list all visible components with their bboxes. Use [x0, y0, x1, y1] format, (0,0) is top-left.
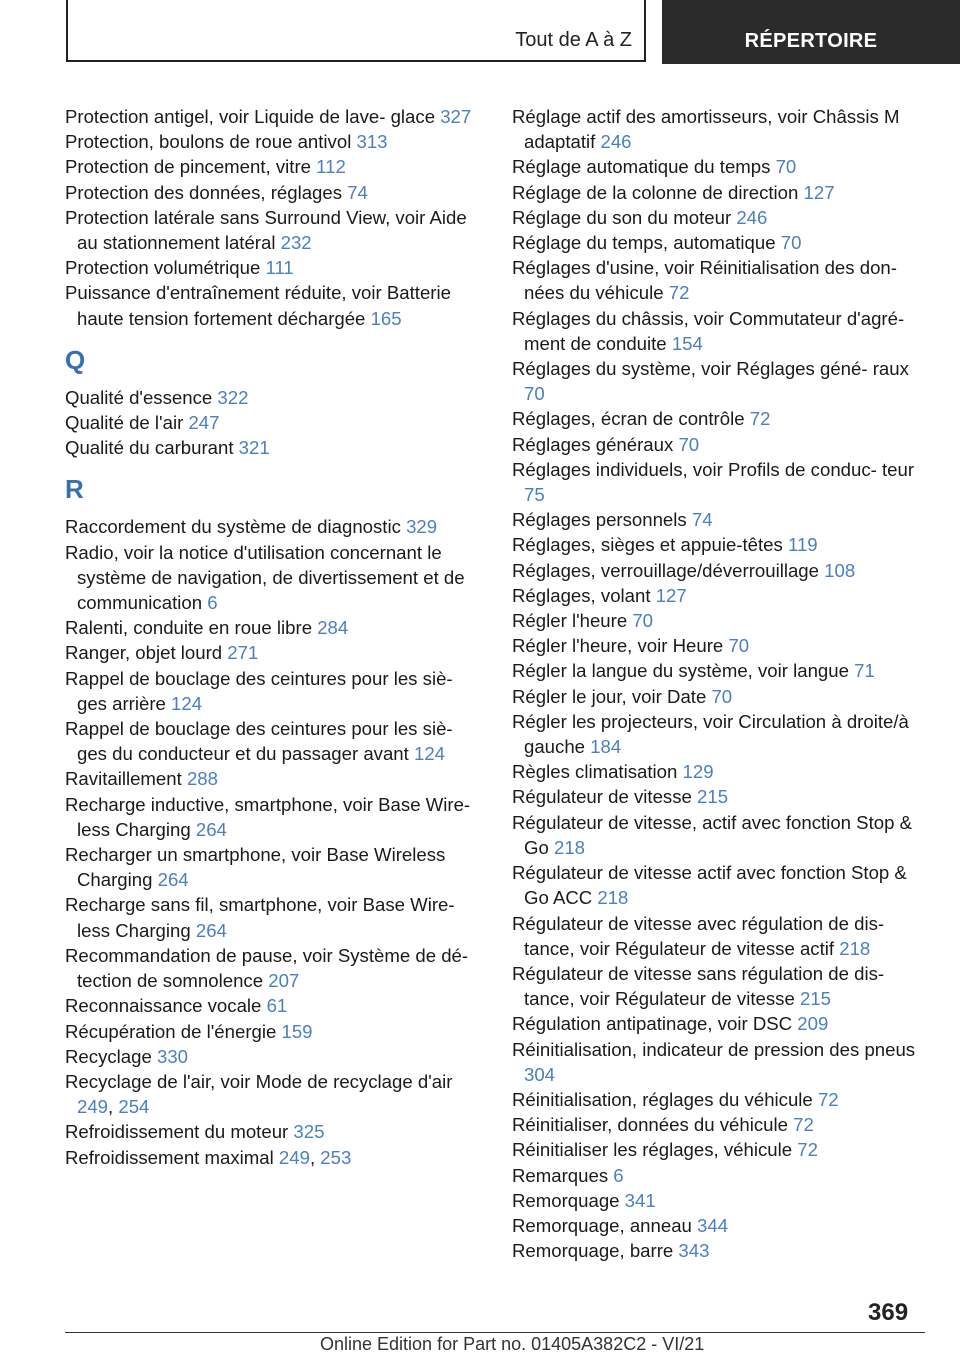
- index-entry-text: Remorquage, barre: [512, 1240, 679, 1262]
- page-reference-link[interactable]: 70: [632, 610, 654, 632]
- page-reference-link[interactable]: 70: [524, 383, 545, 405]
- index-entry: [512, 759, 932, 784]
- index-entry-text: Qualité de l'air: [65, 412, 189, 434]
- page-ref-separator: ,: [108, 1096, 119, 1118]
- page-reference-link[interactable]: 232: [280, 232, 312, 254]
- index-entry-text: Recommandation de pause, voir Système de dé- tection de somnolence: [65, 944, 469, 992]
- index-entry: [512, 784, 932, 809]
- index-entry-text: Règles climatisation: [512, 761, 683, 783]
- page-reference-link[interactable]: 264: [157, 869, 189, 891]
- index-entry-text: Rappel de bouclage des ceintures pour les siè- ges arrière: [65, 667, 453, 714]
- index-entry-text: Recharge inductive, smartphone, voir Base Wire- less Charging: [65, 793, 471, 840]
- index-entry: [512, 1087, 932, 1112]
- index-entry-text: Puissance d'entraînement réduite, voir Batterie haute tension fortement déchargée: [65, 282, 451, 329]
- page-reference-link[interactable]: 341: [624, 1189, 656, 1211]
- index-entry-text: Régulateur de vitesse avec régulation de dis- tance, voir Régulateur de vitesse actif: [512, 912, 885, 959]
- page-reference-link[interactable]: 207: [268, 970, 300, 992]
- page-reference-link[interactable]: 154: [671, 332, 703, 354]
- page-reference-link[interactable]: 249: [278, 1146, 310, 1168]
- index-entry: [65, 1019, 485, 1044]
- page-reference-link[interactable]: 127: [655, 584, 687, 606]
- page-reference-link[interactable]: 119: [787, 534, 818, 556]
- index-entry-text: Protection latérale sans Surround View, voir Aide au stationnement latéral: [65, 206, 467, 254]
- index-entry-text: Régler les projecteurs, voir Circulation à droite/à gauche: [512, 710, 909, 758]
- index-entry: [65, 943, 485, 993]
- index-entry: [512, 1238, 932, 1263]
- index-entry-text: Recyclage de l'air, voir Mode de recyclage d'air: [65, 1070, 453, 1092]
- page-reference-link[interactable]: 271: [227, 642, 259, 664]
- index-entry: [512, 255, 932, 305]
- index-entry-text: Refroidissement maximal: [65, 1146, 279, 1168]
- page-reference-link[interactable]: 72: [793, 1114, 814, 1136]
- page-reference-link[interactable]: 325: [293, 1121, 325, 1143]
- index-entry: [512, 860, 932, 910]
- page-reference-link[interactable]: 124: [171, 692, 203, 714]
- page-reference-link[interactable]: 184: [590, 736, 622, 758]
- page-reference-link[interactable]: 159: [281, 1020, 313, 1042]
- index-column-right: [512, 104, 932, 1263]
- index-entry: [65, 640, 485, 665]
- footer-divider: [65, 1332, 925, 1333]
- index-entry-text: Régulateur de vitesse: [512, 786, 698, 808]
- index-entry: [65, 385, 485, 410]
- index-entry-text: Réinitialiser, données du véhicule: [512, 1114, 794, 1136]
- index-entry: [65, 514, 485, 539]
- page-reference-link[interactable]: 249: [77, 1096, 109, 1118]
- index-entry-text: Régulation antipatinage, voir DSC: [512, 1013, 798, 1035]
- index-entry-text: Réglages, sièges et appuie-têtes: [512, 534, 788, 556]
- index-entry-text: Radio, voir la notice d'utilisation concernant le système de navigation, de divertissement et de communication: [65, 541, 465, 614]
- page-reference-link[interactable]: 215: [799, 988, 831, 1010]
- page-reference-link[interactable]: 313: [356, 131, 388, 153]
- page-reference-link[interactable]: 218: [553, 836, 586, 858]
- index-entry: [65, 716, 485, 766]
- index-entry-text: Protection des données, réglages: [65, 181, 348, 203]
- page-reference-link[interactable]: 246: [600, 131, 632, 153]
- index-entry: [65, 540, 485, 616]
- page-reference-link[interactable]: 264: [195, 919, 227, 941]
- index-entry-text: Protection volumétrique: [65, 257, 266, 279]
- page-reference-link[interactable]: 72: [817, 1088, 839, 1110]
- page-reference-link[interactable]: 6: [613, 1164, 624, 1186]
- index-entry-text: Régulateur de vitesse actif avec fonction Stop & Go ACC: [512, 862, 907, 909]
- page-reference-link[interactable]: 129: [682, 761, 714, 783]
- index-entry: [512, 1112, 932, 1137]
- index-entry-text: Réinitialiser les réglages, véhicule: [512, 1139, 798, 1161]
- index-entry-text: Régulateur de vitesse, actif avec fonction Stop & Go: [512, 811, 912, 858]
- index-entry-text: Réglage du temps, automatique: [512, 232, 781, 254]
- index-entry-text: Remorquage: [512, 1189, 625, 1211]
- page-reference-link[interactable]: 304: [524, 1063, 556, 1085]
- index-entry: [512, 406, 932, 431]
- index-entry-text: Régler l'heure, voir Heure: [512, 635, 729, 657]
- page-reference-link[interactable]: 343: [678, 1240, 710, 1262]
- page-reference-link[interactable]: 288: [186, 768, 218, 790]
- index-entry: [512, 709, 932, 759]
- index-entry-text: Recyclage: [65, 1045, 157, 1067]
- index-entry: [512, 684, 932, 709]
- page-reference-link[interactable]: 70: [780, 232, 802, 254]
- index-entry: [512, 154, 932, 179]
- page-reference-link[interactable]: 71: [854, 660, 875, 682]
- index-entry: [65, 435, 485, 460]
- index-entry: [65, 1119, 485, 1144]
- page-reference-link[interactable]: 75: [524, 484, 545, 506]
- index-entry: [512, 457, 932, 507]
- index-entry-text: Réinitialisation, indicateur de pression des pneus: [512, 1038, 916, 1060]
- index-letter-heading: Q: [65, 344, 86, 375]
- page-reference-link[interactable]: 74: [691, 509, 713, 531]
- index-entry: [512, 507, 932, 532]
- index-entry-text: Réglages individuels, voir Profils de conduc- teur: [512, 458, 915, 480]
- index-entry-text: Régler la langue du système, voir langue: [512, 660, 855, 682]
- page-reference-link[interactable]: 70: [678, 433, 700, 455]
- index-entry-text: Qualité du carburant: [65, 437, 239, 459]
- page-reference-link[interactable]: 108: [824, 559, 856, 581]
- index-entry: [65, 615, 485, 640]
- index-entry: [65, 154, 485, 179]
- page-reference-link[interactable]: 322: [217, 386, 249, 408]
- index-entry-text: Ravitaillement: [65, 768, 187, 790]
- index-entry: [512, 810, 932, 860]
- index-entry-text: Réglages personnels: [512, 509, 692, 531]
- index-entry: [65, 255, 485, 280]
- page-reference-link[interactable]: 330: [156, 1045, 189, 1067]
- index-entry: [512, 1163, 932, 1188]
- index-entry-text: Protection antigel, voir Liquide de lave- glace: [65, 106, 441, 127]
- index-entry: [65, 666, 485, 716]
- index-entry: [65, 129, 485, 154]
- page-reference-link[interactable]: 327: [440, 106, 472, 127]
- footer-edition-note: Online Edition for Part no. 01405A382C2 - VI/21: [320, 1334, 705, 1354]
- page-reference-link[interactable]: 124: [414, 743, 446, 765]
- index-entry: [512, 356, 932, 406]
- page-reference-link[interactable]: 70: [728, 635, 750, 657]
- index-entry: [512, 104, 932, 154]
- header-chapter-label: RÉPERTOIRE: [744, 30, 878, 52]
- index-entry: [512, 532, 932, 557]
- page-reference-link[interactable]: 165: [370, 307, 402, 329]
- index-entry-text: Réinitialisation, réglages du véhicule: [512, 1088, 818, 1110]
- page-reference-link[interactable]: 72: [668, 282, 690, 304]
- index-entry: [512, 1011, 932, 1036]
- index-entry: [512, 911, 932, 961]
- page-reference-link[interactable]: 329: [406, 516, 438, 538]
- index-entry-text: Protection, boulons de roue antivol: [65, 131, 357, 153]
- index-entry-text: Qualité d'essence: [65, 386, 218, 408]
- page-reference-link[interactable]: 218: [839, 937, 871, 959]
- index-entry: [65, 205, 485, 255]
- index-entry: [65, 842, 485, 892]
- page-reference-link[interactable]: 61: [266, 995, 288, 1017]
- index-entry: [512, 432, 932, 457]
- page-reference-link[interactable]: 321: [238, 437, 270, 459]
- index-entry: [65, 410, 485, 435]
- page-ref-separator: ,: [309, 1146, 321, 1168]
- index-entry-text: Régler l'heure: [512, 610, 633, 632]
- page-reference-link[interactable]: 247: [188, 412, 220, 434]
- index-entry-text: Ralenti, conduite en roue libre: [65, 617, 318, 639]
- index-entry-text: Refroidissement du moteur: [65, 1121, 294, 1143]
- page-reference-link[interactable]: 344: [697, 1214, 729, 1236]
- page-reference-link[interactable]: 246: [736, 206, 768, 228]
- index-entry: [65, 993, 485, 1018]
- index-entry: [65, 792, 485, 842]
- index-entry: [512, 306, 932, 356]
- index-entry: [65, 766, 485, 791]
- index-entry-text: Ranger, objet lourd: [65, 642, 228, 664]
- page-reference-link[interactable]: 215: [697, 786, 729, 808]
- page-reference-link[interactable]: 111: [265, 257, 294, 279]
- index-entry: [512, 1188, 932, 1213]
- index-entry: [65, 1044, 485, 1069]
- index-entry-text: Réglages, verrouillage/déverrouillage: [512, 559, 825, 581]
- index-entry-text: Réglages du châssis, voir Commutateur d'agré- ment de conduite: [512, 307, 905, 354]
- index-entry: [512, 633, 932, 658]
- index-entry: [65, 280, 485, 330]
- index-entry-text: Réglages du système, voir Réglages géné- raux: [512, 358, 909, 380]
- header-section-label: Tout de A à Z: [515, 29, 632, 51]
- index-entry: [512, 558, 932, 583]
- index-entry-text: Réglage actif des amortisseurs, voir Châssis M adaptatif: [512, 106, 900, 153]
- index-entry: [512, 608, 932, 633]
- page-number: 369: [868, 1299, 909, 1326]
- index-entry: [65, 1145, 485, 1170]
- page-reference-link[interactable]: 6: [207, 592, 218, 614]
- index-entry-text: Réglages, écran de contrôle: [512, 408, 750, 430]
- index-entry-text: Réglages d'usine, voir Réinitialisation des don- nées du véhicule: [512, 257, 897, 304]
- index-entry-text: Régler le jour, voir Date: [512, 685, 712, 707]
- index-entry: [512, 230, 932, 255]
- index-entry: [512, 180, 932, 205]
- index-entry: [512, 658, 932, 683]
- index-column-left: [65, 104, 485, 1170]
- index-letter-heading: R: [65, 474, 84, 505]
- index-entry: [512, 1213, 932, 1238]
- header-chapter-tab: [662, 0, 960, 64]
- page-reference-link[interactable]: 72: [797, 1139, 818, 1161]
- index-entry: [65, 1069, 485, 1119]
- index-entry: [65, 104, 485, 129]
- index-entry-text: Réglage du son du moteur: [512, 206, 737, 228]
- index-entry: [65, 892, 485, 942]
- index-entry: [65, 180, 485, 205]
- page-reference-link[interactable]: 254: [118, 1096, 150, 1118]
- index-entry: [512, 1137, 932, 1162]
- index-entry-text: Remarques: [512, 1164, 614, 1186]
- index-entry-text: Réglages, volant: [512, 584, 656, 606]
- index-entry-text: Raccordement du système de diagnostic: [65, 516, 407, 538]
- page-reference-link[interactable]: 218: [597, 887, 629, 909]
- index-entry-text: Réglage de la colonne de direction: [512, 181, 804, 203]
- page-reference-link[interactable]: 284: [317, 617, 349, 639]
- index-entry: [512, 961, 932, 1011]
- index-entry: [512, 1037, 932, 1087]
- index-entry-text: Recharger un smartphone, voir Base Wireless Charging: [65, 844, 446, 891]
- index-entry-text: Rappel de bouclage des ceintures pour les siè- ges du conducteur et du passager avant: [65, 718, 453, 765]
- index-entry: [512, 583, 932, 608]
- index-entry-text: Récupération de l'énergie: [65, 1020, 282, 1042]
- page-reference-link[interactable]: 127: [803, 181, 835, 203]
- index-entry-text: Réglage automatique du temps: [512, 156, 776, 178]
- page-reference-link[interactable]: 264: [195, 818, 227, 840]
- header-section-tab: [66, 0, 646, 62]
- page-reference-link[interactable]: 112: [316, 156, 346, 178]
- index-entry-text: Protection de pincement, vitre: [65, 156, 317, 178]
- index-entry-text: Régulateur de vitesse sans régulation de dis- tance, voir Régulateur de vitesse: [512, 962, 885, 1010]
- page-reference-link[interactable]: 253: [320, 1146, 352, 1168]
- index-entry-text: Recharge sans fil, smartphone, voir Base Wire- less Charging: [65, 894, 455, 941]
- page-reference-link[interactable]: 209: [797, 1013, 829, 1035]
- page-reference-link[interactable]: 70: [711, 685, 733, 707]
- page-reference-link[interactable]: 72: [749, 408, 771, 430]
- page-reference-link[interactable]: 70: [775, 156, 797, 178]
- index-entry-text: Réglages généraux: [512, 433, 679, 455]
- index-entry-text: Reconnaissance vocale: [65, 995, 267, 1017]
- page-reference-link[interactable]: 74: [347, 181, 368, 203]
- index-entry: [512, 205, 932, 230]
- index-entry-text: Remorquage, anneau: [512, 1214, 698, 1236]
